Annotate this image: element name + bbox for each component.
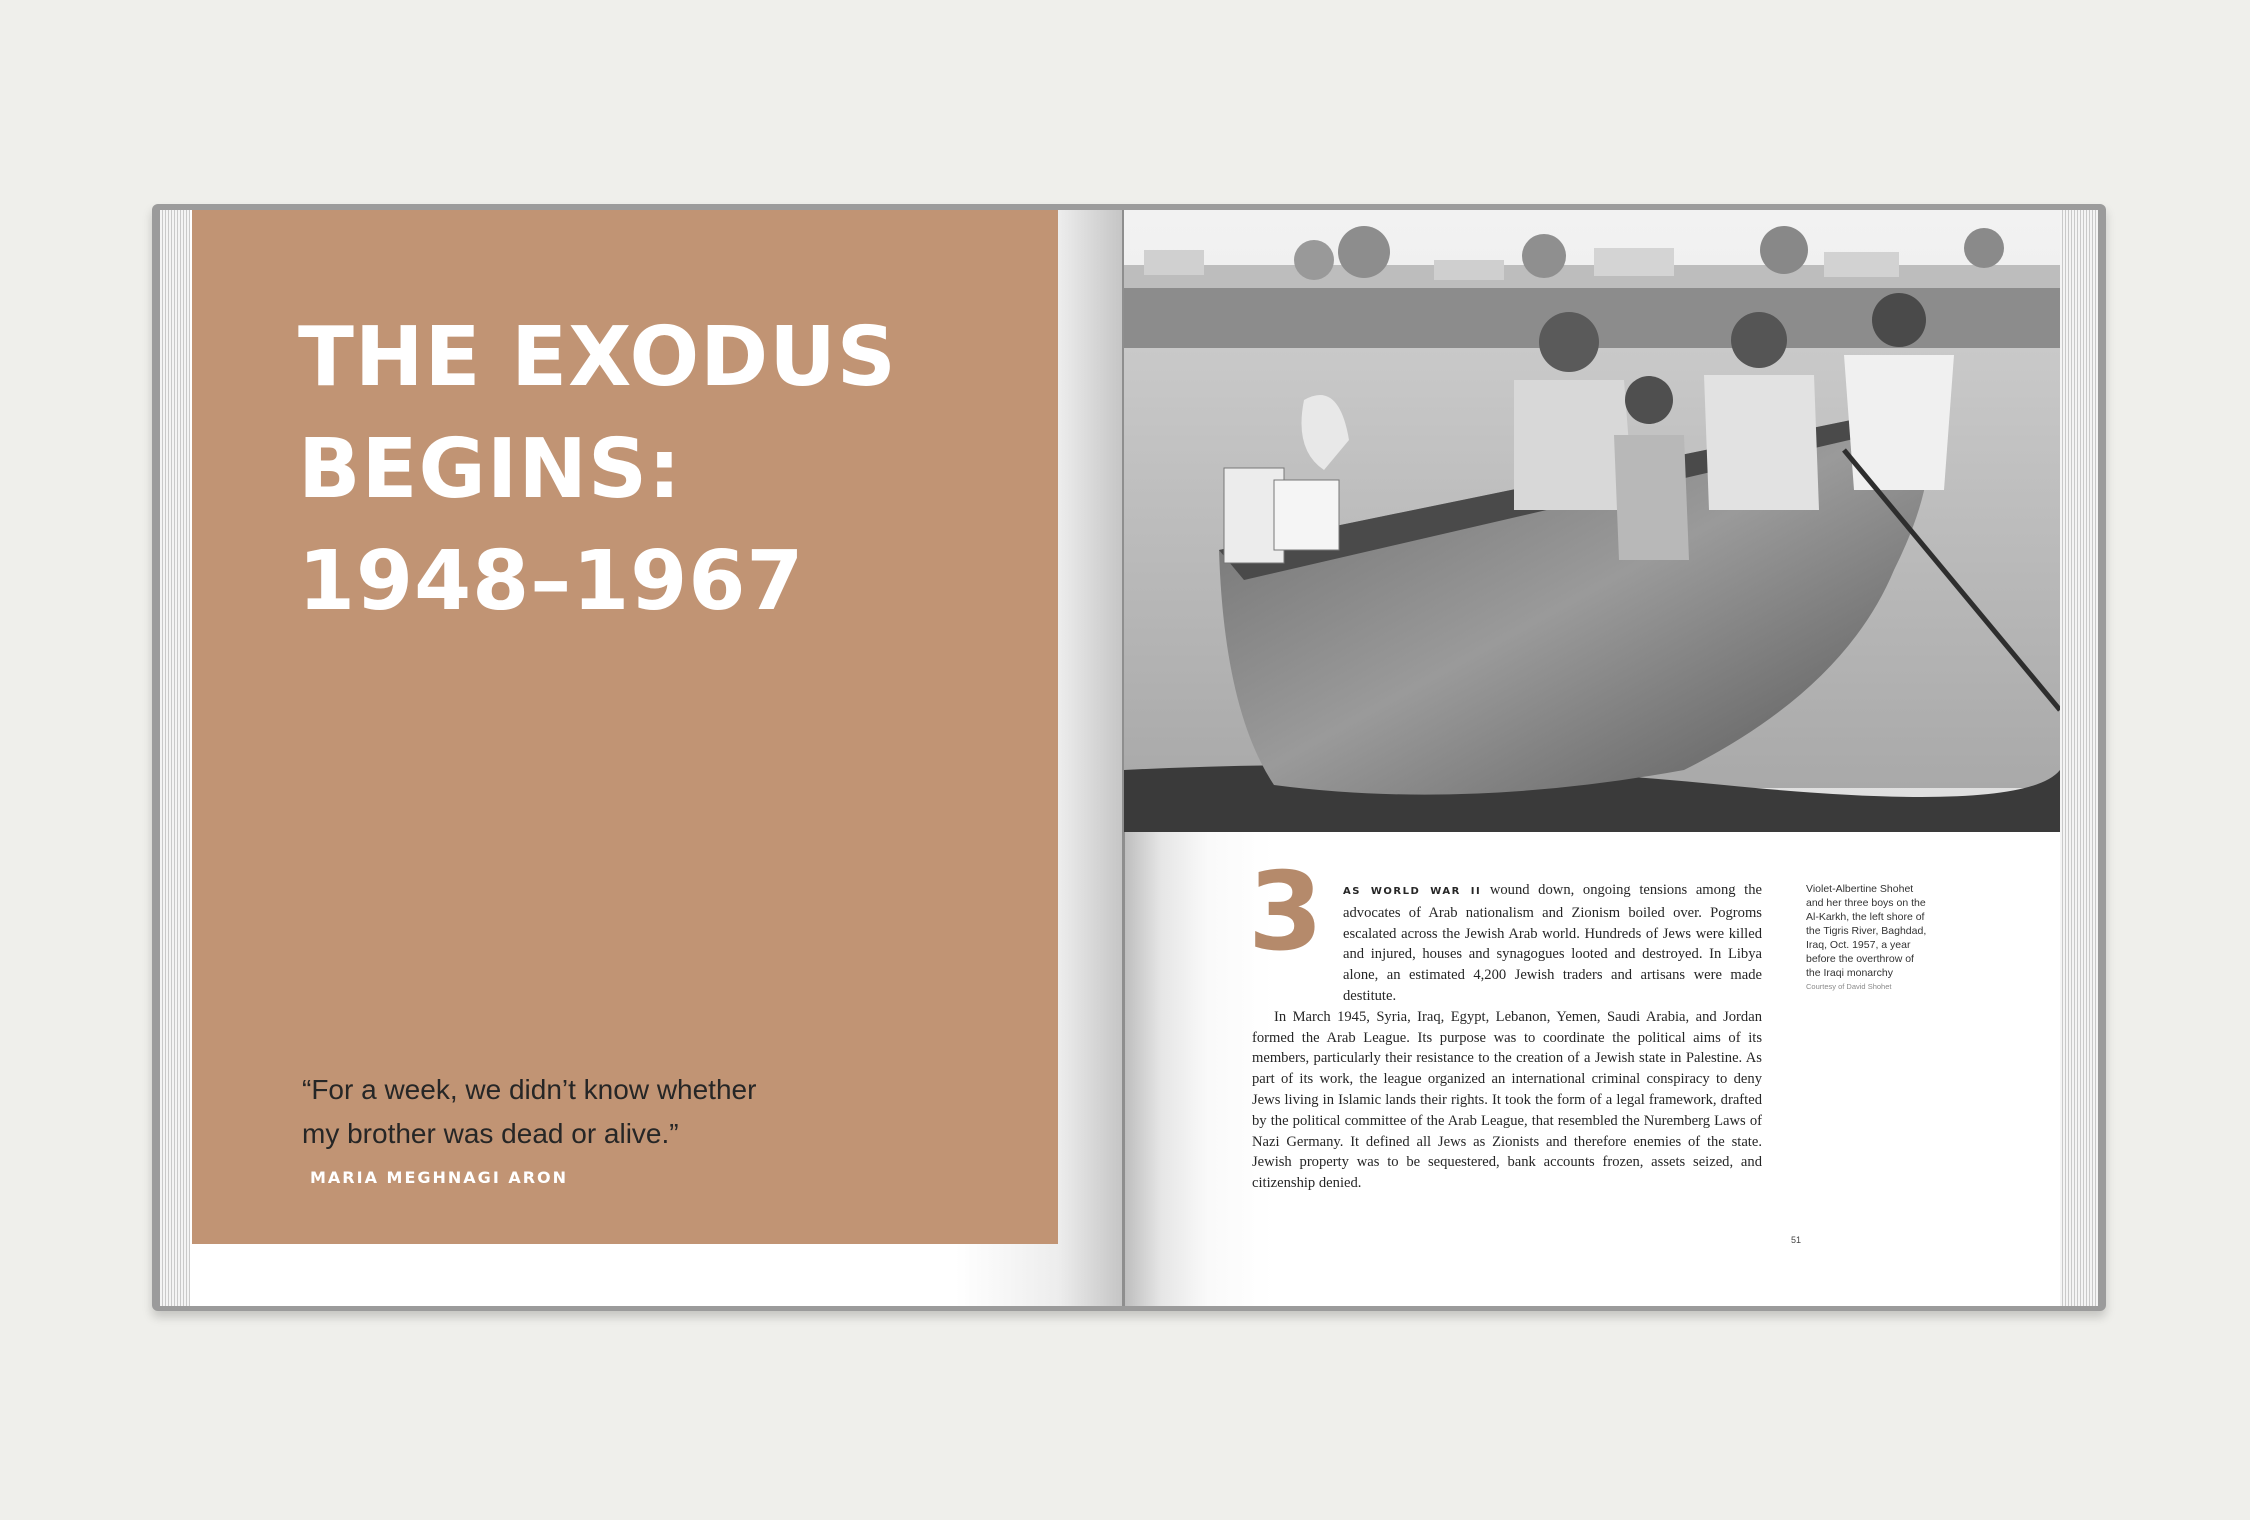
boat-photograph — [1124, 210, 2060, 832]
drop-cap: 3 — [1248, 850, 1324, 975]
left-page-edges — [160, 210, 190, 1306]
lead-in: AS WORLD WAR II — [1343, 886, 1482, 897]
quote-attribution: MARIA MEGHNAGI ARON — [310, 1168, 569, 1187]
right-page-edges — [2060, 210, 2098, 1306]
pull-quote: “For a week, we didn’t know whether my brother was dead or alive.” — [302, 1074, 757, 1149]
photo-caption: Violet-Albertine Shohet and her three boys on the Al-Karkh, the left shore of the Tigris River, Baghdad, Iraq, Oct. 1957, a year before the overthrow of the Iraqi monarchy — [1806, 883, 1927, 979]
photo-credit: Courtesy of David Shohet — [1806, 982, 1892, 991]
article-paragraph-1 — [1343, 880, 1762, 1007]
page-number: 51 — [1791, 1235, 1802, 1245]
article-paragraph-2: In March 1945, Syria, Iraq, Egypt, Lebanon, Yemen, Saudi Arabia, and Jordan formed the Arab League. Its purpose was to coordinate the political aims of its members, particularly their resistance to the creation of a Jewish state in Palestine. As part of its work, the league organized an international criminal conspiracy to deny Jews living in Islamic lands their rights. It took the form of a legal framework, drafted by the political committee of the Arab League, that resembled the Nuremberg Laws of Nazi Germany. It defined all Jews as Zionists and therefore enemies of the state. Jewish property was to be sequestered, bank accounts frozen, assets seized, and citizenship denied. — [1252, 1008, 1762, 1192]
paragraph-1-text: wound down, ongoing tensions among the advocates of Arab nationalism and Zionism boiled over. Pogroms escalated across the Jewish Arab world. Hundreds of Jews were killed and injured, houses and synagogues looted and destroyed. In Libya alone, an estimated 4,200 Jewish traders and artisans were made destitute. — [1343, 882, 1762, 1004]
article-body — [1252, 880, 1762, 1194]
chapter-title: THE EXODUS BEGINS: 1948–1967 — [298, 310, 897, 629]
